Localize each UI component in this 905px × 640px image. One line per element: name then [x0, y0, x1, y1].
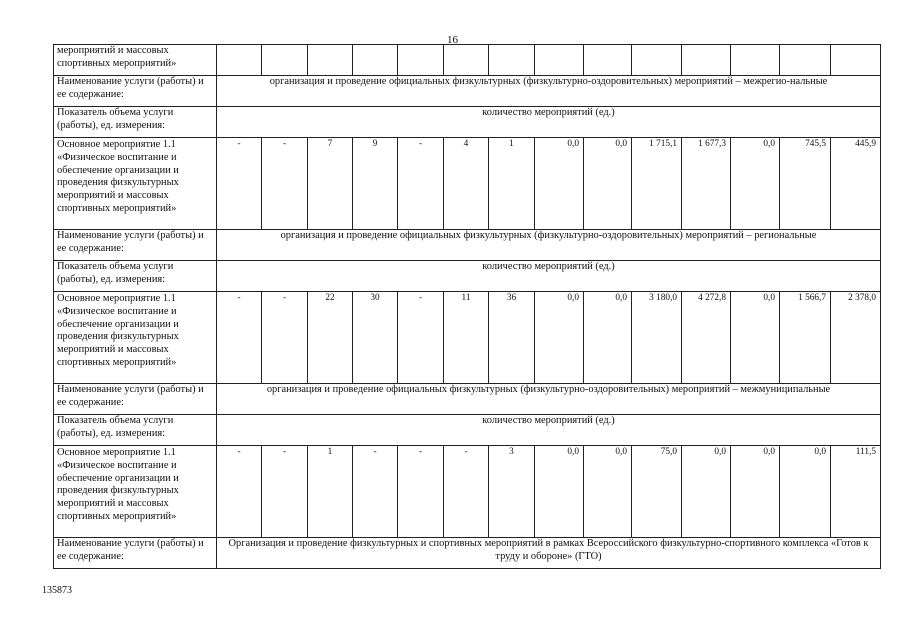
- volume-indicator-row-label: Показатель объема услуги (работы), ед. измерения:: [54, 261, 217, 292]
- value-cell: 22: [308, 292, 353, 384]
- value-cell: 1 677,3: [682, 138, 731, 230]
- event-values-row: [54, 446, 881, 538]
- volume-indicator-row: [54, 107, 881, 138]
- document-code: 135873: [42, 585, 72, 596]
- event-label: Основное мероприятие 1.1 «Физическое воспитание и обеспечение организации и проведения физкультурных мероприятий и массовых спортивных мероприятий»: [54, 138, 217, 230]
- service-name-row-text: организация и проведение официальных физкультурных (физкультурно-оздоровительных) мероприятий – региональные: [217, 230, 881, 261]
- service-name-row-text: Организация и проведение физкультурных и спортивных мероприятий в рамках Всероссийского физкультурно-спортивного комплекса «Готов к труду и обороне» (ГТО): [217, 538, 881, 569]
- value-cell: 0,0: [535, 138, 584, 230]
- continued-label: мероприятий и массовых спортивных мероприятий»: [54, 45, 217, 76]
- service-name-row-label: Наименование услуги (работы) и ее содержание:: [54, 384, 217, 415]
- value-cell: 4 272,8: [682, 292, 731, 384]
- value-cell: 3 180,0: [632, 292, 682, 384]
- value-cell: 0,0: [780, 446, 831, 538]
- service-name-row-text: организация и проведение официальных физкультурных (физкультурно-оздоровительных) мероприятий – межмуниципальные: [217, 384, 881, 415]
- service-name-row: [54, 384, 881, 415]
- value-cell: 9: [353, 138, 398, 230]
- service-name-row: [54, 76, 881, 107]
- value-cell: 7: [308, 138, 353, 230]
- value-cell: -: [217, 446, 262, 538]
- service-name-row: [54, 230, 881, 261]
- volume-indicator-row-label: Показатель объема услуги (работы), ед. измерения:: [54, 107, 217, 138]
- volume-indicator-row-label: Показатель объема услуги (работы), ед. измерения:: [54, 415, 217, 446]
- service-name-row-label: Наименование услуги (работы) и ее содержание:: [54, 76, 217, 107]
- value-cell: 36: [489, 292, 535, 384]
- value-cell: -: [398, 138, 444, 230]
- value-cell: 1 566,7: [780, 292, 831, 384]
- volume-indicator-row-text: количество мероприятий (ед.): [217, 415, 881, 446]
- value-cell: 3: [489, 446, 535, 538]
- value-cell: 1: [489, 138, 535, 230]
- value-cell: 4: [444, 138, 489, 230]
- page-number: 16: [447, 34, 458, 46]
- volume-indicator-row-text: количество мероприятий (ед.): [217, 261, 881, 292]
- value-cell: 1: [308, 446, 353, 538]
- volume-indicator-row: [54, 261, 881, 292]
- service-name-row-label: Наименование услуги (работы) и ее содержание:: [54, 230, 217, 261]
- value-cell: 30: [353, 292, 398, 384]
- service-name-row: [54, 538, 881, 569]
- value-cell: 745,5: [780, 138, 831, 230]
- value-cell: 111,5: [831, 446, 881, 538]
- value-cell: 0,0: [682, 446, 731, 538]
- service-name-row-text: организация и проведение официальных физкультурных (физкультурно-оздоровительных) мероприятий – межрегио-нальные: [217, 76, 881, 107]
- value-cell: -: [444, 446, 489, 538]
- value-cell: -: [262, 446, 308, 538]
- value-cell: 75,0: [632, 446, 682, 538]
- volume-indicator-row: [54, 415, 881, 446]
- value-cell: 0,0: [731, 446, 780, 538]
- value-cell: -: [262, 138, 308, 230]
- volume-indicator-row-text: количество мероприятий (ед.): [217, 107, 881, 138]
- value-cell: 0,0: [731, 138, 780, 230]
- value-cell: -: [262, 292, 308, 384]
- event-label: Основное мероприятие 1.1 «Физическое воспитание и обеспечение организации и проведения физкультурных мероприятий и массовых спортивных мероприятий»: [54, 292, 217, 384]
- event-values-row: [54, 138, 881, 230]
- value-cell: -: [398, 292, 444, 384]
- service-name-row-label: Наименование услуги (работы) и ее содержание:: [54, 538, 217, 569]
- value-cell: 2 378,0: [831, 292, 881, 384]
- value-cell: 0,0: [584, 138, 632, 230]
- program-table: [53, 44, 881, 569]
- event-label: Основное мероприятие 1.1 «Физическое воспитание и обеспечение организации и проведения физкультурных мероприятий и массовых спортивных мероприятий»: [54, 446, 217, 538]
- value-cell: 11: [444, 292, 489, 384]
- value-cell: 0,0: [535, 446, 584, 538]
- value-cell: 1 715,1: [632, 138, 682, 230]
- continued-row: [54, 45, 881, 76]
- value-cell: 0,0: [731, 292, 780, 384]
- value-cell: 0,0: [584, 292, 632, 384]
- value-cell: 0,0: [535, 292, 584, 384]
- value-cell: 0,0: [584, 446, 632, 538]
- value-cell: -: [353, 446, 398, 538]
- value-cell: -: [398, 446, 444, 538]
- event-values-row: [54, 292, 881, 384]
- value-cell: -: [217, 292, 262, 384]
- value-cell: 445,9: [831, 138, 881, 230]
- value-cell: -: [217, 138, 262, 230]
